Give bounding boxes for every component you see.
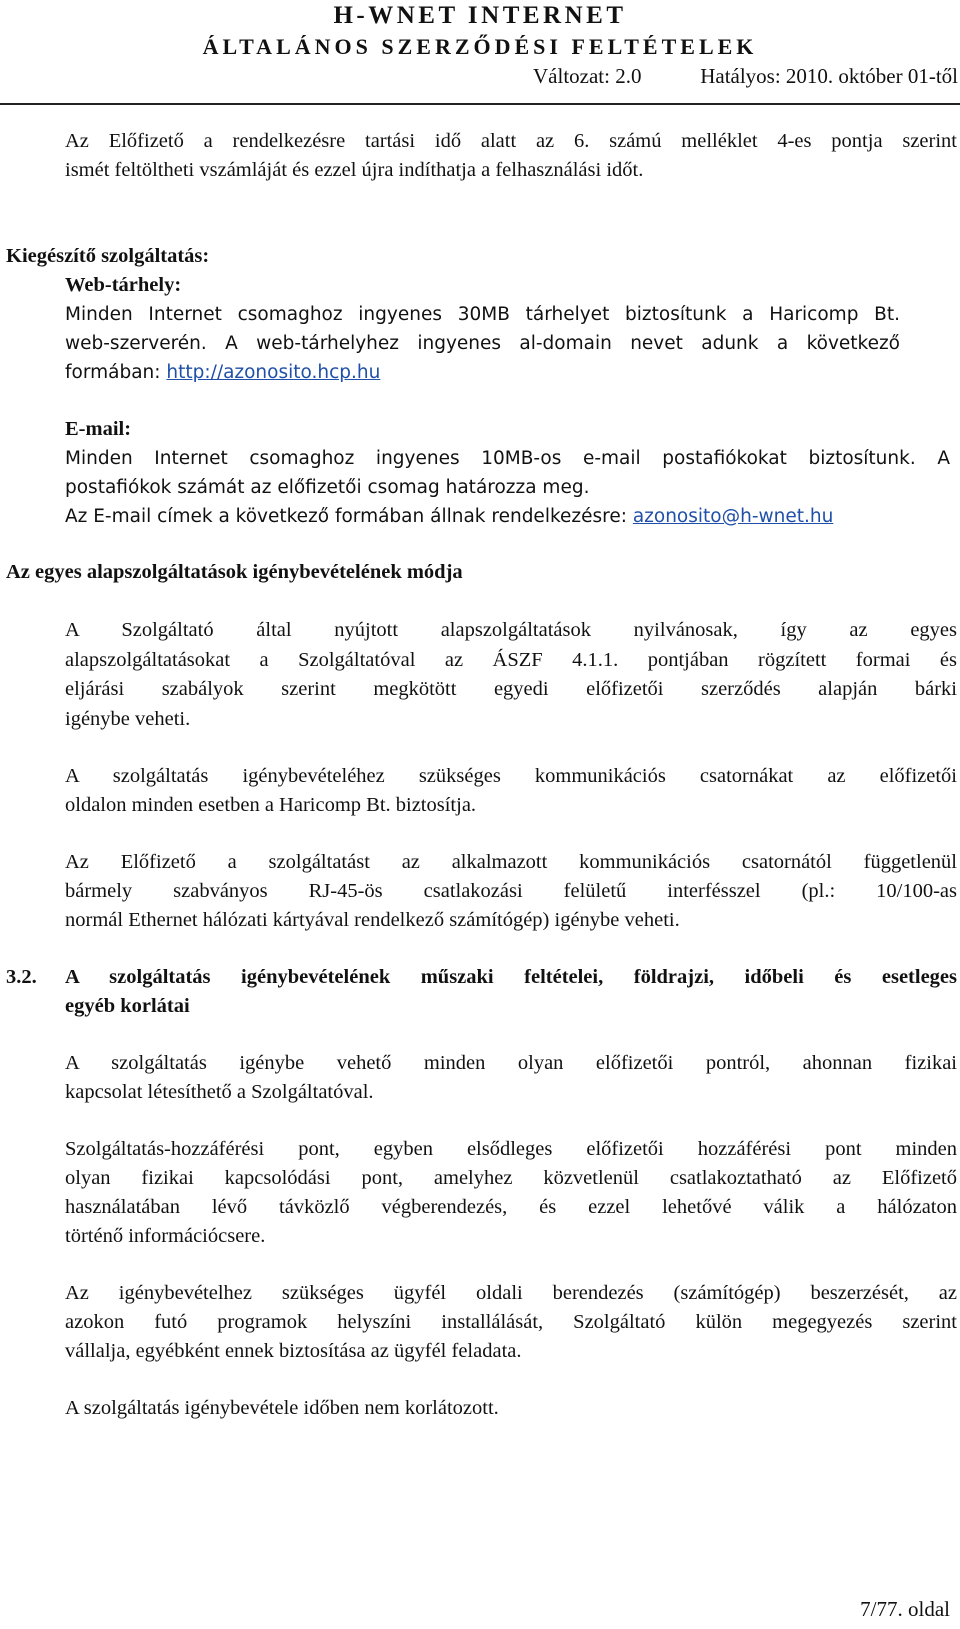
section-32-paragraph-2: Szolgáltatás-hozzáférési pont, egyben elsődleges előfizetői hozzáférési pont minden olyan fizikai kapcsolódási pont, amelyhez közvetlenül csatlakoztatható az Előfizető használatában lévő távközlő végberendezés, és ezzel lehetővé válik a hálózaton történő információcsere. <box>65 1138 957 1247</box>
section-mode-heading: Az egyes alapszolgáltatások igénybevételének módja <box>6 561 463 583</box>
section-mode-paragraph-2: A szolgáltatás igénybevételéhez szükséges kommunikációs csatornákat az előfizetői oldalon minden esetben a Haricomp Bt. biztosítja. <box>65 765 957 816</box>
web-hosting-link[interactable]: http://azonosito.hcp.hu <box>166 362 381 383</box>
document-header <box>0 0 960 105</box>
section-mode-paragraph-1: A Szolgáltató által nyújtott alapszolgáltatások nyilvánosak, így az egyes alapszolgáltatásokat a Szolgáltatóval az ÁSZF 4.1.1. pontjában rögzített formai és eljárási szabályok szerint megkötött egyedi előfizetői szerződés alapján bárki igénybe veheti. <box>65 619 957 730</box>
document-subtitle: ÁLTALÁNOS SZERZŐDÉSI FELTÉTELEK <box>202 34 758 59</box>
email-paragraph: Minden Internet csomaghoz ingyenes 10MB-os e-mail postafiókokat biztosítunk. A postafiókok számát az előfizetői csomag határozza meg. Az E-mail címek a következő formában állnak rendelkezésre: azonosito@h-wnet.hu <box>65 448 950 527</box>
version-label: Változat: 2.0 <box>533 64 642 88</box>
intro-paragraph: Az Előfizető a rendelkezésre tartási idő alatt az 6. számú melléklet 4-es pontja szerint ismét feltöltheti vszámláját és ezzel újra indíthatja a felhasználási időt. <box>65 130 957 181</box>
web-hosting-paragraph: Minden Internet csomaghoz ingyenes 30MB tárhelyet biztosítunk a Haricomp Bt. web-szerverén. A web-tárhelyhez ingyenes al-domain nevet adunk a következő formában: http://azonosito.hcp.hu <box>65 304 900 383</box>
section-number: 3.2. <box>6 966 37 988</box>
web-hosting-heading: Web-tárhely: <box>65 274 182 296</box>
email-heading: E-mail: <box>65 418 132 440</box>
section-32-title: A szolgáltatás igénybevételének műszaki feltételei, földrajzi, időbeli és esetleges egyéb korlátai <box>65 966 957 1017</box>
section-32-paragraph-3: Az igénybevételhez szükséges ügyfél oldali berendezés (számítógép) beszerzését, az azokon futó programok helyszíni installálását, Szolgáltató külön megegyezés szerint vállalja, egyébként ennek biztosítása az ügyfél feladata. <box>65 1282 957 1362</box>
section-32-paragraph-1: A szolgáltatás igénybe vehető minden olyan előfizetői pontról, ahonnan fizikai kapcsolat létesíthető a Szolgáltatóval. <box>65 1052 957 1103</box>
section-mode-paragraph-3: Az Előfizető a szolgáltatást az alkalmazott kommunikációs csatornától függetlenül bármely szabványos RJ-45-ös csatlakozási felületű interfésszel (pl.: 10/100-as normál Ethernet hálózati kártyával rendelkező számítógép) igénybe veheti. <box>65 851 957 931</box>
document-title: H-WNET INTERNET <box>333 2 627 29</box>
section-32-paragraph-4: A szolgáltatás igénybevétele időben nem korlátozott. <box>65 1397 499 1419</box>
email-address-link[interactable]: azonosito@h-wnet.hu <box>632 506 834 527</box>
page-number: 7/77. oldal <box>860 1597 950 1621</box>
supplementary-heading: Kiegészítő szolgáltatás: <box>6 245 210 267</box>
effective-date-label: Hatályos: 2010. október 01-től <box>700 64 958 88</box>
